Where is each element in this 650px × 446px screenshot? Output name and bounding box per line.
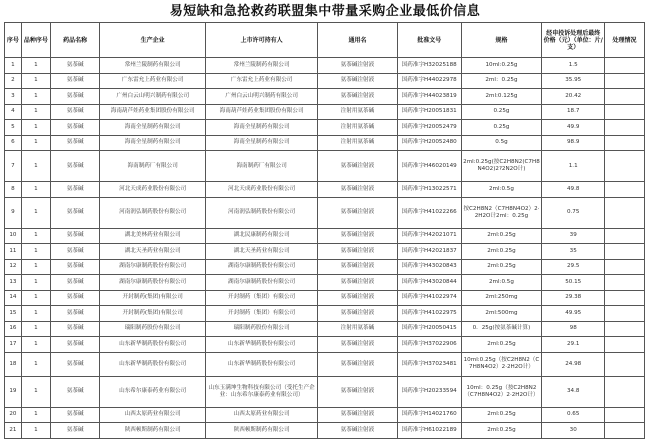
cell-spec: 2ml:0.25g (461, 423, 542, 439)
cell-variety-seq: 1 (21, 197, 50, 228)
cell-seq: 4 (5, 104, 22, 120)
cell-variety-seq: 1 (21, 58, 50, 74)
cell-handling (605, 89, 645, 105)
cell-spec: 2ml:0.25g (461, 407, 542, 423)
cell-manufacturer: 广州白云山明兴制药有限公司 (100, 89, 206, 105)
cell-approval-no: 国药准字H41022975 (397, 306, 461, 322)
cell-handling (605, 244, 645, 260)
cell-generic-name: 氨茶碱注射液 (318, 306, 398, 322)
cell-drug-name: 氨茶碱 (51, 259, 100, 275)
cell-variety-seq: 1 (21, 306, 50, 322)
cell-variety-seq: 1 (21, 407, 50, 423)
table-row (5, 321, 645, 337)
cell-seq: 17 (5, 337, 22, 353)
cell-spec: 10ml：0.25g（按C2H8N2（C7H8N4O2）2·2H2O计） (461, 376, 542, 407)
cell-handling (605, 290, 645, 306)
cell-approval-no: 国药准字H46020149 (397, 151, 461, 182)
cell-handling (605, 104, 645, 120)
cell-drug-name: 氨茶碱 (51, 135, 100, 151)
table-header-row (5, 23, 645, 58)
page-title: 易短缺和急抢救药联盟集中带量采购企业最低价信息 (169, 4, 481, 19)
cell-handling (605, 182, 645, 198)
cell-mah: 湖北天圣药业有限公司 (206, 244, 318, 260)
cell-handling (605, 337, 645, 353)
cell-handling (605, 352, 645, 376)
cell-mah: 开封制药（集团）有限公司 (206, 306, 318, 322)
cell-seq: 5 (5, 120, 22, 136)
cell-mah: 湖北民康制药有限公司 (206, 228, 318, 244)
cell-variety-seq: 1 (21, 275, 50, 291)
cell-handling (605, 321, 645, 337)
cell-handling (605, 376, 645, 407)
cell-final-price: 35.95 (542, 73, 605, 89)
cell-variety-seq: 1 (21, 423, 50, 439)
cell-manufacturer: 常州兰陵制药有限公司 (100, 58, 206, 74)
table-row (5, 120, 645, 136)
cell-spec: 0.5g (461, 135, 542, 151)
cell-generic-name: 注射用氨茶碱 (318, 120, 398, 136)
cell-final-price: 98.9 (542, 135, 605, 151)
cell-handling (605, 259, 645, 275)
cell-spec: 2ml:0.25g (461, 244, 542, 260)
cell-final-price: 1.1 (542, 151, 605, 182)
cell-final-price: 0.75 (542, 197, 605, 228)
cell-variety-seq: 1 (21, 244, 50, 260)
cell-seq: 2 (5, 73, 22, 89)
header-mah: 上市许可持有人 (206, 23, 318, 58)
cell-generic-name: 氨茶碱注射液 (318, 423, 398, 439)
cell-seq: 11 (5, 244, 22, 260)
cell-variety-seq: 1 (21, 89, 50, 105)
cell-final-price: 34.8 (542, 376, 605, 407)
cell-drug-name: 氨茶碱 (51, 89, 100, 105)
cell-drug-name: 氨茶碱 (51, 120, 100, 136)
cell-approval-no: 国药准字H43020843 (397, 259, 461, 275)
cell-mah: 湖南尔康制药股份有限公司 (206, 259, 318, 275)
cell-generic-name: 注射用氨茶碱 (318, 321, 398, 337)
cell-spec: 2ml:500mg (461, 306, 542, 322)
cell-approval-no: 国药准字H20233594 (397, 376, 461, 407)
cell-seq: 16 (5, 321, 22, 337)
cell-approval-no: 国药准字H42021837 (397, 244, 461, 260)
cell-drug-name: 氨茶碱 (51, 104, 100, 120)
table-row (5, 244, 645, 260)
cell-generic-name: 氨茶碱注射液 (318, 228, 398, 244)
cell-variety-seq: 1 (21, 182, 50, 198)
cell-drug-name: 氨茶碱 (51, 423, 100, 439)
cell-mah: 湖南尔康制药股份有限公司 (206, 275, 318, 291)
cell-manufacturer: 湖南尔康制药股份有限公司 (100, 259, 206, 275)
cell-drug-name: 氨茶碱 (51, 73, 100, 89)
cell-seq: 7 (5, 151, 22, 182)
cell-approval-no: 国药准字H37023481 (397, 352, 461, 376)
table-row (5, 151, 645, 182)
cell-generic-name: 氨茶碱注射液 (318, 376, 398, 407)
cell-manufacturer: 山东希尔康泰药业有限公司 (100, 376, 206, 407)
cell-variety-seq: 1 (21, 337, 50, 353)
table-row (5, 259, 645, 275)
table-row (5, 228, 645, 244)
cell-generic-name: 氨茶碱注射液 (318, 58, 398, 74)
cell-variety-seq: 1 (21, 259, 50, 275)
cell-spec: 0.25g (461, 104, 542, 120)
cell-approval-no: 国药准字H44022978 (397, 73, 461, 89)
cell-final-price: 24.98 (542, 352, 605, 376)
cell-manufacturer: 河南润弘制药股份有限公司 (100, 197, 206, 228)
cell-variety-seq: 1 (21, 228, 50, 244)
cell-drug-name: 氨茶碱 (51, 290, 100, 306)
cell-handling (605, 120, 645, 136)
cell-spec: 2ml:0.5g (461, 275, 542, 291)
cell-manufacturer: 海南制药厂有限公司 (100, 151, 206, 182)
cell-mah: 河北天成药业股份有限公司 (206, 182, 318, 198)
cell-spec: 0．25g(按氨茶碱计算) (461, 321, 542, 337)
table-body (5, 58, 645, 439)
table-row (5, 376, 645, 407)
cell-mah: 河南润弘制药股份有限公司 (206, 197, 318, 228)
cell-manufacturer: 河北天成药业股份有限公司 (100, 182, 206, 198)
cell-manufacturer: 山东新华制药股份有限公司 (100, 337, 206, 353)
table-row (5, 306, 645, 322)
cell-final-price: 98 (542, 321, 605, 337)
price-table (4, 22, 645, 439)
table-row (5, 89, 645, 105)
cell-drug-name: 氨茶碱 (51, 244, 100, 260)
cell-final-price: 20.42 (542, 89, 605, 105)
cell-approval-no: 国药准字H44023819 (397, 89, 461, 105)
cell-mah: 海南全星制药有限公司 (206, 120, 318, 136)
table-row (5, 337, 645, 353)
cell-drug-name: 氨茶碱 (51, 58, 100, 74)
cell-generic-name: 氨茶碱注射液 (318, 244, 398, 260)
cell-variety-seq: 1 (21, 73, 50, 89)
cell-spec: 10ml:0.25g（按C2H8N2（C7H8N4O2）2·2H2O计） (461, 352, 542, 376)
cell-spec: 2ml:250mg (461, 290, 542, 306)
cell-manufacturer: 湖北美林药业有限公司 (100, 228, 206, 244)
cell-manufacturer: 开封制药(集团)有限公司 (100, 306, 206, 322)
cell-generic-name: 氨茶碱注射液 (318, 275, 398, 291)
table-row (5, 135, 645, 151)
cell-generic-name: 氨茶碱注射液 (318, 290, 398, 306)
cell-variety-seq: 1 (21, 352, 50, 376)
cell-seq: 14 (5, 290, 22, 306)
cell-seq: 3 (5, 89, 22, 105)
cell-seq: 6 (5, 135, 22, 151)
cell-approval-no: 国药准字H20052479 (397, 120, 461, 136)
cell-mah: 广东雷允上药业有限公司 (206, 73, 318, 89)
cell-manufacturer: 山东新华制药股份有限公司 (100, 352, 206, 376)
cell-seq: 9 (5, 197, 22, 228)
cell-variety-seq: 1 (21, 151, 50, 182)
cell-seq: 1 (5, 58, 22, 74)
cell-final-price: 35 (542, 244, 605, 260)
cell-spec: 按C2H8N2（C7H8N4O2）2·2H2O计2ml：0.25g (461, 197, 542, 228)
cell-seq: 10 (5, 228, 22, 244)
cell-generic-name: 氨茶碱注射液 (318, 337, 398, 353)
header-drug-name: 药品名称 (51, 23, 100, 58)
cell-variety-seq: 1 (21, 135, 50, 151)
cell-drug-name: 氨茶碱 (51, 321, 100, 337)
table-row (5, 290, 645, 306)
cell-seq: 13 (5, 275, 22, 291)
cell-spec: 2ml:0.125g (461, 89, 542, 105)
cell-approval-no: 国药准字H41022974 (397, 290, 461, 306)
cell-drug-name: 氨茶碱 (51, 275, 100, 291)
cell-variety-seq: 1 (21, 120, 50, 136)
table-row (5, 352, 645, 376)
cell-drug-name: 氨茶碱 (51, 337, 100, 353)
cell-manufacturer: 海南葫芦娃药业集团股份有限公司 (100, 104, 206, 120)
cell-mah: 开封制药（集团）有限公司 (206, 290, 318, 306)
table-row (5, 58, 645, 74)
cell-final-price: 1.5 (542, 58, 605, 74)
cell-drug-name: 氨茶碱 (51, 352, 100, 376)
cell-seq: 8 (5, 182, 22, 198)
cell-approval-no: 国药准字H43020844 (397, 275, 461, 291)
cell-mah: 山西太原药业有限公司 (206, 407, 318, 423)
cell-approval-no: 国药准字H41022266 (397, 197, 461, 228)
cell-mah: 海南全星制药有限公司 (206, 135, 318, 151)
cell-handling (605, 197, 645, 228)
cell-mah: 广州白云山明兴制药有限公司 (206, 89, 318, 105)
table-row (5, 275, 645, 291)
cell-drug-name: 氨茶碱 (51, 151, 100, 182)
cell-spec: 10ml:0.25g (461, 58, 542, 74)
header-variety-seq: 品种序号 (21, 23, 50, 58)
cell-handling (605, 151, 645, 182)
cell-drug-name: 氨茶碱 (51, 376, 100, 407)
cell-approval-no: 国药准字H20050415 (397, 321, 461, 337)
cell-handling (605, 306, 645, 322)
cell-seq: 15 (5, 306, 22, 322)
cell-mah: 山东玉满坤生物科技有限公司（受托生产企业：山东希尔康泰药业有限公司） (206, 376, 318, 407)
cell-final-price: 49.95 (542, 306, 605, 322)
cell-handling (605, 423, 645, 439)
cell-handling (605, 73, 645, 89)
cell-final-price: 49.9 (542, 120, 605, 136)
cell-drug-name: 氨茶碱 (51, 407, 100, 423)
cell-generic-name: 氨茶碱注射液 (318, 73, 398, 89)
cell-manufacturer: 广东雷允上药业有限公司 (100, 73, 206, 89)
cell-spec: 2ml：0.25g (461, 73, 542, 89)
cell-generic-name: 氨茶碱注射液 (318, 197, 398, 228)
cell-spec: 2ml:0.5g (461, 182, 542, 198)
cell-handling (605, 228, 645, 244)
cell-handling (605, 135, 645, 151)
cell-approval-no: 国药准字H32025188 (397, 58, 461, 74)
table-row (5, 104, 645, 120)
cell-spec: 2ml:0.25g (461, 337, 542, 353)
cell-seq: 19 (5, 376, 22, 407)
cell-approval-no: 国药准字H14021760 (397, 407, 461, 423)
cell-generic-name: 氨茶碱注射液 (318, 151, 398, 182)
cell-manufacturer: 瑞阳制药股份有限公司 (100, 321, 206, 337)
cell-manufacturer: 湖北天圣药业有限公司 (100, 244, 206, 260)
header-manufacturer: 生产企业 (100, 23, 206, 58)
cell-spec: 2ml:0.25g (461, 259, 542, 275)
cell-manufacturer: 湖南尔康制药股份有限公司 (100, 275, 206, 291)
cell-seq: 12 (5, 259, 22, 275)
cell-mah: 常州兰陵制药有限公司 (206, 58, 318, 74)
cell-mah: 海南葫芦娃药业集团股份有限公司 (206, 104, 318, 120)
cell-manufacturer: 陕西顿斯制药有限公司 (100, 423, 206, 439)
cell-mah: 陕西顿斯制药有限公司 (206, 423, 318, 439)
cell-final-price: 29.38 (542, 290, 605, 306)
cell-generic-name: 氨茶碱注射液 (318, 407, 398, 423)
cell-mah: 瑞阳制药股份有限公司 (206, 321, 318, 337)
cell-generic-name: 氨茶碱注射液 (318, 352, 398, 376)
cell-seq: 21 (5, 423, 22, 439)
table-row (5, 182, 645, 198)
header-seq: 序号 (5, 23, 22, 58)
cell-variety-seq: 1 (21, 376, 50, 407)
cell-seq: 18 (5, 352, 22, 376)
header-generic-name: 通用名 (318, 23, 398, 58)
cell-final-price: 0.65 (542, 407, 605, 423)
cell-approval-no: 国药准字H42021071 (397, 228, 461, 244)
cell-spec: 0.25g (461, 120, 542, 136)
cell-manufacturer: 开封制药(集团)有限公司 (100, 290, 206, 306)
cell-seq: 20 (5, 407, 22, 423)
cell-drug-name: 氨茶碱 (51, 182, 100, 198)
table-row (5, 423, 645, 439)
header-spec: 规格 (461, 23, 542, 58)
cell-final-price: 29.1 (542, 337, 605, 353)
cell-final-price: 39 (542, 228, 605, 244)
cell-mah: 山东新华制药股份有限公司 (206, 352, 318, 376)
cell-manufacturer: 山西太原药业有限公司 (100, 407, 206, 423)
cell-generic-name: 氨茶碱注射液 (318, 182, 398, 198)
cell-variety-seq: 1 (21, 290, 50, 306)
cell-generic-name: 注射用氨茶碱 (318, 104, 398, 120)
cell-final-price: 29.5 (542, 259, 605, 275)
cell-handling (605, 58, 645, 74)
cell-final-price: 18.7 (542, 104, 605, 120)
cell-mah: 海南制药厂有限公司 (206, 151, 318, 182)
cell-mah: 山东新华制药股份有限公司 (206, 337, 318, 353)
cell-handling (605, 407, 645, 423)
cell-generic-name: 氨茶碱注射液 (318, 259, 398, 275)
cell-handling (605, 275, 645, 291)
cell-final-price: 30 (542, 423, 605, 439)
table-row (5, 73, 645, 89)
cell-approval-no: 国药准字H13022571 (397, 182, 461, 198)
header-final-price: 经申投诉处理后最终价格（元）（单位：片/支） (542, 23, 605, 58)
cell-approval-no: 国药准字H20051831 (397, 104, 461, 120)
table-row (5, 407, 645, 423)
cell-generic-name: 注射用氨茶碱 (318, 135, 398, 151)
cell-final-price: 50.15 (542, 275, 605, 291)
cell-drug-name: 氨茶碱 (51, 306, 100, 322)
cell-drug-name: 氨茶碱 (51, 197, 100, 228)
header-handling: 处理情况 (605, 23, 645, 58)
table-row (5, 197, 645, 228)
cell-spec: 2ml:0.25g (461, 228, 542, 244)
cell-variety-seq: 1 (21, 104, 50, 120)
cell-generic-name: 氨茶碱注射液 (318, 89, 398, 105)
header-approval-no: 批准文号 (397, 23, 461, 58)
cell-final-price: 49.8 (542, 182, 605, 198)
cell-variety-seq: 1 (21, 321, 50, 337)
cell-spec: 2ml:0.25g(按C2H8N2(C7H8N4O2)2?2N2O计) (461, 151, 542, 182)
cell-manufacturer: 海南全星制药有限公司 (100, 120, 206, 136)
cell-approval-no: 国药准字H61022189 (397, 423, 461, 439)
cell-drug-name: 氨茶碱 (51, 228, 100, 244)
cell-manufacturer: 海南全星制药有限公司 (100, 135, 206, 151)
cell-approval-no: 国药准字H20052480 (397, 135, 461, 151)
cell-approval-no: 国药准字H37022906 (397, 337, 461, 353)
